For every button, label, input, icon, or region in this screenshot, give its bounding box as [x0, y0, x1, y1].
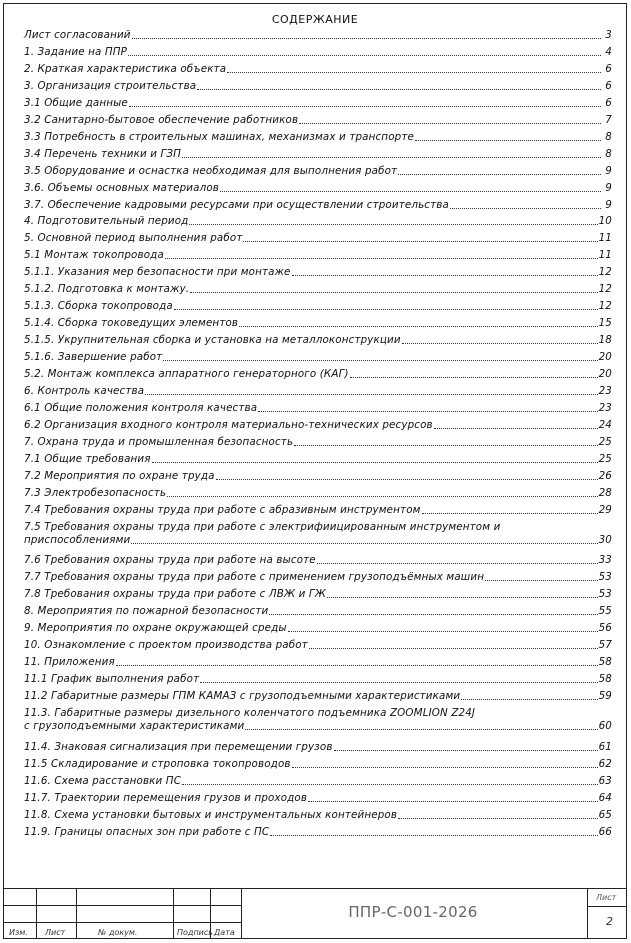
toc-page-number: 6: [605, 62, 612, 75]
toc-entry-text: с грузоподъемными характеристиками: [24, 720, 245, 732]
toc-entry[interactable]: [24, 487, 612, 500]
toc-entry-text: 7.2 Мероприятия по охране труда: [24, 469, 215, 482]
toc-page-number: 15: [598, 317, 612, 330]
toc-leader-dots: [200, 682, 597, 683]
toc-entry-text: 7.1 Общие требования: [24, 452, 151, 465]
toc-entry-text: приспособлениями: [24, 533, 131, 546]
toc-page-number: 11: [598, 232, 612, 245]
toc-leader-dots: [190, 292, 597, 293]
toc-page-number: 61: [598, 740, 612, 753]
toc-leader-dots: [245, 729, 597, 730]
toc-entry-text: 5.1.5. Укрупнительная сборка и установка на металлоконструкции: [24, 334, 401, 347]
toc-leader-dots: [239, 326, 597, 327]
toc-entry-text: 4. Подготовительный период: [24, 215, 189, 228]
toc-entry[interactable]: [24, 266, 612, 279]
toc-page-number: 6: [605, 96, 612, 109]
stamp-divider: [587, 889, 588, 939]
stamp-label-sheet: Лист: [45, 928, 66, 937]
toc-page-number: 66: [598, 825, 612, 838]
toc-entry-text: 5.1.2. Подготовка к монтажу.: [24, 283, 190, 296]
stamp-divider: [3, 922, 241, 923]
toc-entry[interactable]: [24, 419, 612, 432]
toc-entry-text: 3.3 Потребность в строительных машинах, механизмах и транспорте: [24, 130, 414, 143]
toc-leader-dots: [258, 411, 597, 412]
toc-entry[interactable]: [24, 131, 612, 144]
toc-page-number: 8: [605, 130, 612, 143]
stamp-divider: [173, 889, 174, 939]
toc-entry-text: 3.7. Обеспечение кадровыми ресурсами при осуществлении строительства: [24, 198, 449, 211]
page-title: СОДЕРЖАНИЕ: [271, 13, 359, 26]
toc-entry-continuation: [24, 720, 612, 733]
toc-entry[interactable]: [24, 232, 612, 245]
toc-leader-dots: [132, 38, 601, 39]
toc-entry-text: 11.6. Схема расстановки ПС: [24, 774, 182, 787]
toc-entry[interactable]: [24, 317, 612, 330]
title-block-stamp: [3, 888, 627, 939]
toc-entry[interactable]: [24, 470, 612, 483]
sheet-label: Лист: [596, 893, 617, 902]
toc-entry[interactable]: [24, 775, 612, 788]
toc-entry-text: 5.1.4. Сборка токоведущих элементов: [24, 317, 239, 330]
toc-entry[interactable]: [24, 436, 612, 449]
toc-entry-text: 5.1 Монтаж токопровода: [24, 249, 164, 262]
toc-entry[interactable]: [24, 368, 612, 381]
toc-entry-text: 5.1.1. Указания мер безопасности при монтаже: [24, 266, 291, 279]
toc-entry[interactable]: [24, 29, 612, 42]
toc-leader-dots: [128, 55, 601, 56]
toc-leader-dots: [145, 394, 597, 395]
toc-entry[interactable]: [24, 554, 612, 567]
toc-page-number: 55: [598, 605, 612, 618]
toc-entry-text: 7.4 Требования охраны труда при работе с абразивным инструментом: [24, 503, 421, 516]
toc-entry[interactable]: [24, 334, 612, 347]
toc-entry[interactable]: [24, 758, 612, 771]
toc-entry[interactable]: [24, 80, 612, 93]
toc-leader-dots: [182, 784, 598, 785]
toc-entry[interactable]: [24, 453, 612, 466]
toc-leader-dots: [152, 462, 598, 463]
toc-entry-text: 11. Приложения: [24, 656, 115, 669]
toc-entry-text: 5.1.6. Завершение работ: [24, 351, 163, 364]
toc-leader-dots: [294, 445, 597, 446]
toc-page-number: 58: [598, 673, 612, 686]
toc-entry-text: 11.2 Габаритные размеры ГПМ КАМАЗ с грузоподъемными характеристиками: [24, 690, 461, 703]
toc-entry[interactable]: [24, 707, 612, 733]
toc-leader-dots: [243, 241, 597, 242]
toc-leader-dots: [434, 428, 598, 429]
toc-entry-text: 3.1 Общие данные: [24, 96, 128, 109]
toc-leader-dots: [131, 543, 597, 544]
toc-page-number: 26: [598, 469, 612, 482]
toc-leader-dots: [292, 275, 598, 276]
toc-entry-text: 6.1 Общие положения контроля качества: [24, 401, 258, 414]
toc-leader-dots: [317, 563, 598, 564]
toc-page-number: 9: [605, 181, 612, 194]
stamp-divider: [587, 906, 627, 907]
toc-entry-continuation: [24, 534, 612, 547]
toc-entry[interactable]: [24, 741, 612, 754]
toc-entry-text: 7.3 Электробезопасность: [24, 486, 167, 499]
toc-leader-dots: [485, 580, 598, 581]
toc-entry-text: 9. Мероприятия по охране окружающей среды: [24, 622, 287, 635]
toc-entry[interactable]: [24, 182, 612, 195]
toc-entry[interactable]: [24, 826, 612, 839]
toc-leader-dots: [450, 208, 601, 209]
stamp-divider: [36, 889, 37, 939]
toc-leader-dots: [189, 224, 597, 225]
toc-entry-text: 3.2 Санитарно-бытовое обеспечение работников: [24, 113, 299, 126]
toc-leader-dots: [422, 513, 598, 514]
toc-entry[interactable]: [24, 97, 612, 110]
toc-entry-text: 11.1 График выполнения работ: [24, 673, 200, 686]
toc-entry-text: 3.5 Оборудование и оснастка необходимая для выполнения работ: [24, 164, 398, 177]
toc-page-number: 57: [598, 639, 612, 652]
toc-entry-text: 6.2 Организация входного контроля материально-технических ресурсов: [24, 418, 433, 431]
toc-entry-text: 11.7. Траектории перемещения грузов и проходов: [24, 791, 308, 804]
toc-entry-text: 11.8. Схема установки бытовых и инструментальных контейнеров: [24, 808, 398, 821]
toc-entry-text: 7.6 Требования охраны труда при работе на высоте: [24, 554, 316, 567]
toc-entry[interactable]: [24, 402, 612, 415]
toc-entry-text: 5.2. Монтаж комплекса аппаратного генераторного (КАГ): [24, 368, 349, 380]
toc-leader-dots: [402, 343, 598, 344]
toc-entry[interactable]: [24, 215, 612, 228]
toc-entry-text: 3. Организация строительства: [24, 79, 197, 92]
toc-page-number: 20: [598, 351, 612, 364]
toc-entry[interactable]: [24, 504, 612, 517]
stamp-divider: [3, 905, 241, 906]
toc-page-number: 33: [598, 554, 612, 567]
toc-entry-text: 3.6. Объемы основных материалов: [24, 181, 219, 194]
toc-entry-text: 8. Мероприятия по пожарной безопасности: [24, 605, 269, 618]
toc-entry[interactable]: [24, 351, 612, 364]
toc-page-number: 4: [605, 45, 612, 58]
toc-entry-text: 1. Задание на ППР: [24, 45, 128, 58]
toc-entry-text: 11.5 Складирование и строповка токопроводов: [24, 757, 291, 770]
toc-page-number: 24: [598, 418, 612, 431]
toc-page-number: 58: [598, 656, 612, 669]
toc-entry-text: 7. Охрана труда и промышленная безопасность: [24, 435, 294, 448]
toc-leader-dots: [167, 496, 597, 497]
toc-page-number: 12: [598, 266, 612, 279]
toc-entry[interactable]: [24, 673, 612, 686]
toc-entry[interactable]: [24, 571, 612, 584]
document-number: ППР-С-001-2026: [348, 903, 478, 921]
toc-leader-dots: [216, 479, 598, 480]
toc-entry-text: 10. Ознакомление с проектом производства работ: [24, 639, 308, 652]
toc-page-number: 65: [598, 808, 612, 821]
toc-page-number: 3: [605, 29, 612, 41]
toc-leader-dots: [288, 631, 598, 632]
toc-leader-dots: [270, 835, 597, 836]
stamp-label-change: Изм.: [9, 928, 28, 937]
toc-entry[interactable]: [24, 656, 612, 669]
stamp-label-doc-number: № докум.: [98, 928, 138, 937]
toc-page-number: 25: [598, 452, 612, 465]
toc-page-number: 29: [598, 503, 612, 516]
toc-page-number: 12: [598, 300, 612, 313]
toc-page-number: 8: [605, 147, 612, 160]
stamp-divider: [241, 889, 242, 939]
toc-entry-text: 5. Основной период выполнения работ: [24, 232, 243, 245]
toc-leader-dots: [165, 258, 598, 259]
toc-entry[interactable]: [24, 300, 612, 313]
toc-entry-text: 6. Контроль качества: [24, 384, 145, 397]
toc-page-number: 25: [598, 435, 612, 448]
toc-entry[interactable]: [24, 165, 612, 178]
toc-entry-text: 2. Краткая характеристика объекта: [24, 62, 227, 75]
toc-entry[interactable]: [24, 46, 612, 59]
toc-entry-text: 7.8 Требования охраны труда при работе с ЛВЖ и ГЖ: [24, 588, 327, 601]
toc-page-number: 20: [598, 368, 612, 380]
sheet-number: 2: [606, 915, 613, 928]
toc-page-number: 6: [605, 79, 612, 92]
toc-leader-dots: [308, 801, 598, 802]
toc-entry-text: 11.9. Границы опасных зон при работе с ПС: [24, 825, 270, 838]
toc-page-number: 30: [598, 533, 612, 546]
toc-page-number: 53: [598, 571, 612, 584]
document-sheet: [3, 3, 627, 939]
toc-entry[interactable]: [24, 792, 612, 805]
toc-leader-dots: [197, 89, 601, 90]
toc-page-number: 7: [605, 113, 612, 126]
toc-page-number: 28: [598, 486, 612, 499]
toc-leader-dots: [398, 174, 601, 175]
toc-leader-dots: [415, 140, 601, 141]
toc-page-number: 23: [598, 401, 612, 414]
toc-page-number: 59: [598, 690, 612, 703]
toc-entry[interactable]: [24, 148, 612, 161]
toc-entry[interactable]: [24, 588, 612, 601]
toc-leader-dots: [116, 665, 598, 666]
toc-entry-text: 11.4. Знаковая сигнализация при перемещении грузов: [24, 740, 333, 753]
toc-entry-text: 5.1.3. Сборка токопровода: [24, 300, 173, 313]
toc-leader-dots: [327, 597, 598, 598]
toc-page-number: 63: [598, 774, 612, 787]
toc-leader-dots: [292, 767, 598, 768]
toc-page-number: 11: [598, 249, 612, 262]
toc-page-number: 18: [598, 334, 612, 347]
stamp-divider: [76, 889, 77, 939]
toc-entry-text: 7.7 Требования охраны труда при работе с применением грузоподъёмных машин: [24, 571, 485, 584]
toc-page-number: 60: [598, 720, 612, 732]
toc-leader-dots: [398, 818, 598, 819]
toc-entry[interactable]: [24, 605, 612, 618]
toc-page-number: 9: [605, 198, 612, 211]
toc-page-number: 56: [598, 622, 612, 635]
toc-page-number: 12: [598, 283, 612, 296]
toc-leader-dots: [163, 360, 597, 361]
toc-entry[interactable]: [24, 199, 612, 212]
toc-entry[interactable]: [24, 622, 612, 635]
stamp-label-signature: Подпись: [177, 928, 213, 937]
toc-page-number: 53: [598, 588, 612, 601]
toc-leader-dots: [182, 157, 601, 158]
toc-leader-dots: [220, 191, 601, 192]
toc-page-number: 64: [598, 791, 612, 804]
toc-page-number: 23: [598, 384, 612, 397]
toc-entry-text: 11.3. Габаритные размеры дизельного коленчатого подъемника ZOOMLION Z24J: [24, 707, 476, 719]
toc-entry[interactable]: [24, 809, 612, 822]
toc-page-number: 62: [598, 757, 612, 770]
toc-entry[interactable]: [24, 283, 612, 296]
toc-entry-text: 3.4 Перечень техники и ГЗП: [24, 147, 182, 160]
toc-entry-text: Лист согласований: [24, 29, 131, 41]
toc-entry[interactable]: [24, 63, 612, 76]
toc-leader-dots: [299, 123, 601, 124]
toc-page-number: 10: [598, 215, 612, 228]
toc-leader-dots: [334, 750, 598, 751]
toc-leader-dots: [350, 377, 598, 378]
toc-entry[interactable]: [24, 385, 612, 398]
toc-entry[interactable]: [24, 521, 612, 547]
toc-leader-dots: [227, 72, 601, 73]
toc-leader-dots: [174, 309, 598, 310]
toc-entry[interactable]: [24, 114, 612, 127]
toc-leader-dots: [309, 648, 598, 649]
toc-page-number: 9: [605, 164, 612, 177]
toc-entry[interactable]: [24, 249, 612, 262]
toc-leader-dots: [269, 614, 597, 615]
toc-entry[interactable]: [24, 690, 612, 703]
toc-entry-text: 7.5 Требования охраны труда при работе с электрифиицированным инструментом и: [24, 520, 501, 533]
stamp-label-date: Дата: [214, 928, 235, 937]
toc-leader-dots: [129, 106, 601, 107]
toc-leader-dots: [461, 699, 597, 700]
toc-entry[interactable]: [24, 639, 612, 652]
